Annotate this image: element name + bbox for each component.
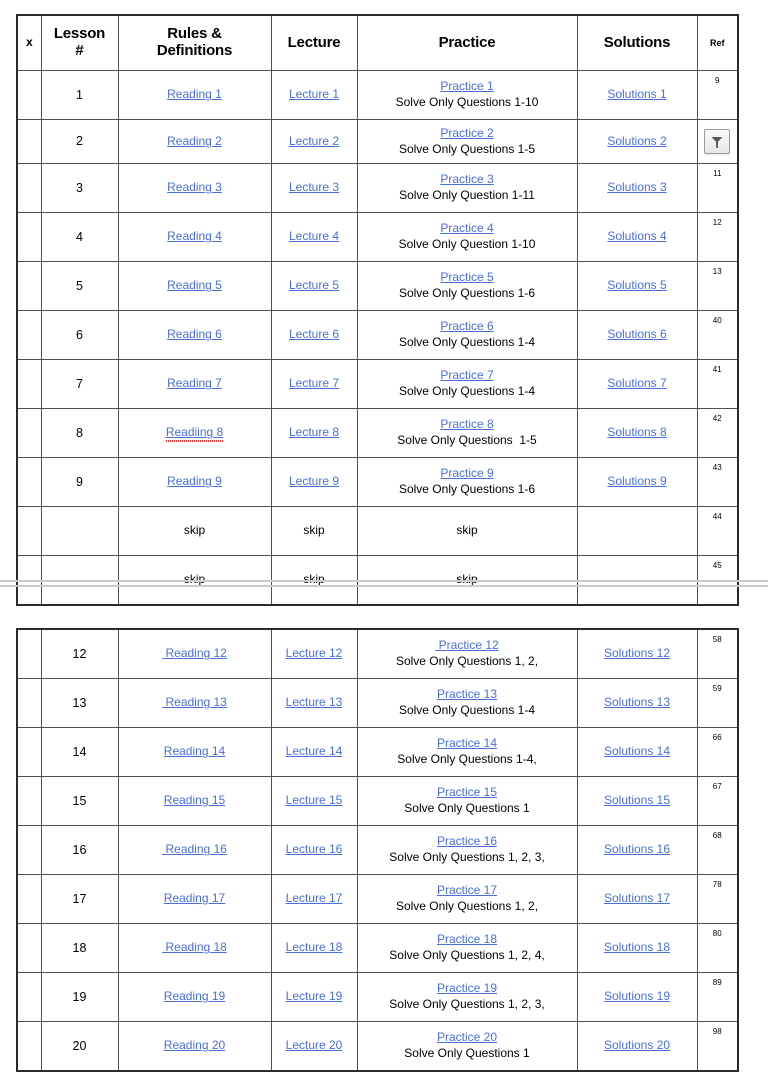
practice-instruction: Solve Only Questions 1, 2, 3,: [389, 997, 545, 1011]
practice-instruction: Solve Only Questions 1-4,: [397, 752, 537, 766]
lecture-link[interactable]: Lecture 16: [285, 842, 343, 857]
table-row: [17, 826, 738, 875]
practice-instruction: Solve Only Question 1-11: [399, 188, 535, 202]
cell-practice: [357, 213, 577, 262]
cell-lesson-number: 14: [41, 728, 118, 777]
solutions-link[interactable]: Solutions 16: [603, 842, 671, 857]
table-row: [17, 71, 738, 120]
cell-ref: 44: [697, 507, 738, 556]
lecture-link[interactable]: Lecture 7: [288, 376, 340, 391]
cell-practice: [357, 875, 577, 924]
lecture-link[interactable]: Lecture 19: [285, 989, 343, 1004]
cell-lesson-number: 1: [41, 71, 118, 120]
cell-ref: 41: [697, 360, 738, 409]
solutions-link[interactable]: Solutions 17: [603, 891, 671, 906]
practice-instruction: Solve Only Questions 1-10: [395, 95, 539, 109]
cell-x-mark[interactable]: [17, 507, 41, 556]
practice-instruction: Solve Only Questions 1, 2,: [395, 899, 539, 913]
cell-lesson-number: 12: [41, 629, 118, 679]
cell-lesson-number: 9: [41, 458, 118, 507]
solutions-link[interactable]: Solutions 19: [603, 989, 671, 1004]
cell-rules-definitions: [118, 679, 271, 728]
cell-rules-definitions: [118, 875, 271, 924]
cell-lecture: [271, 360, 357, 409]
lecture-link[interactable]: Lecture 15: [285, 793, 343, 808]
solutions-link[interactable]: Solutions 7: [607, 376, 667, 391]
table-row: [17, 360, 738, 409]
table-row: [17, 728, 738, 777]
solutions-link[interactable]: Solutions 4: [607, 229, 667, 244]
cell-solutions: [577, 924, 697, 973]
solutions-link[interactable]: Solutions 3: [607, 180, 667, 195]
cell-lesson-number: 6: [41, 311, 118, 360]
cell-x-mark[interactable]: [17, 164, 41, 213]
practice-link[interactable]: Practice 16: [436, 834, 498, 849]
reading-link[interactable]: Reading 17: [163, 891, 226, 906]
cell-lesson-number: 4: [41, 213, 118, 262]
skip-label: skip: [456, 523, 478, 538]
schedule-table-2-container: [16, 628, 737, 1072]
table-row: [17, 213, 738, 262]
cell-practice: [357, 728, 577, 777]
table-row: [17, 875, 738, 924]
cell-x-mark[interactable]: [17, 728, 41, 777]
table-row: [17, 679, 738, 728]
solutions-link[interactable]: Solutions 12: [603, 646, 671, 661]
lecture-link[interactable]: Lecture 9: [288, 474, 340, 489]
cell-lecture: [271, 71, 357, 120]
solutions-link[interactable]: Solutions 9: [607, 474, 667, 489]
cell-practice: [357, 629, 577, 679]
cell-rules-definitions: [118, 360, 271, 409]
reading-link[interactable]: Reading 4: [167, 229, 222, 244]
table-row: [17, 777, 738, 826]
reading-link[interactable]: Reading 20: [163, 1038, 226, 1053]
cell-practice: [357, 409, 577, 458]
cell-x-mark[interactable]: [17, 262, 41, 311]
table-row: [17, 973, 738, 1022]
column-header-practice: Practice: [357, 15, 577, 71]
cell-lecture: [271, 458, 357, 507]
column-header-ref: Ref: [697, 15, 738, 71]
practice-link[interactable]: Practice 13: [436, 687, 498, 702]
reading-link[interactable]: Reading 19: [163, 989, 226, 1004]
cell-lesson-number: 7: [41, 360, 118, 409]
lecture-link[interactable]: Lecture 12: [285, 646, 343, 661]
lecture-link[interactable]: Lecture 8: [288, 425, 340, 440]
page-break-divider: [0, 580, 768, 588]
reading-link[interactable]: Reading 16: [162, 842, 227, 857]
lecture-link[interactable]: Lecture 3: [288, 180, 340, 195]
lecture-link[interactable]: Lecture 13: [285, 695, 343, 710]
solutions-link[interactable]: Solutions 1: [607, 87, 667, 102]
reading-link[interactable]: Reading 6: [167, 327, 222, 342]
cell-x-mark[interactable]: [17, 360, 41, 409]
cell-ref: 42: [697, 409, 738, 458]
table-row: [17, 924, 738, 973]
reading-link[interactable]: Reading 3: [167, 180, 222, 195]
practice-link[interactable]: Practice 9: [440, 466, 494, 481]
reading-link[interactable]: Reading 5: [167, 278, 222, 293]
table-1-body: [17, 71, 738, 606]
cell-practice: [357, 360, 577, 409]
cell-rules-definitions: [118, 311, 271, 360]
table-row: [17, 120, 738, 164]
filter-funnel-glyph: [710, 135, 724, 148]
practice-instruction: Solve Only Questions 1: [404, 1046, 530, 1060]
skip-label: skip: [303, 523, 325, 538]
cell-lecture: [271, 728, 357, 777]
table-row: [17, 458, 738, 507]
cell-practice: [357, 973, 577, 1022]
header-row: [17, 15, 738, 71]
cell-lesson-number: 16: [41, 826, 118, 875]
lecture-link[interactable]: Lecture 2: [288, 133, 340, 148]
practice-link[interactable]: Practice 7: [440, 368, 494, 383]
cell-practice: [357, 164, 577, 213]
practice-instruction: Solve Only Question 1-10: [398, 237, 536, 251]
practice-instruction: Solve Only Questions 1-4: [398, 703, 536, 717]
cell-lesson-number: 17: [41, 875, 118, 924]
cell-lecture: [271, 826, 357, 875]
column-header-solutions: Solutions: [577, 15, 697, 71]
divider-line-top: [0, 580, 768, 582]
practice-link[interactable]: Practice 5: [440, 270, 494, 285]
cell-practice: [357, 507, 577, 556]
cell-rules-definitions: [118, 120, 271, 164]
cell-solutions: [577, 458, 697, 507]
cell-ref: 43: [697, 458, 738, 507]
cell-ref: 78: [697, 875, 738, 924]
reading-link[interactable]: Reading 13: [162, 695, 227, 710]
practice-instruction: Solve Only Questions 1-5: [398, 141, 536, 156]
cell-lesson-number: 20: [41, 1022, 118, 1072]
column-header-lecture: Lecture: [271, 15, 357, 71]
cell-rules-definitions: [118, 164, 271, 213]
cell-rules-definitions: [118, 262, 271, 311]
cell-rules-definitions: [118, 777, 271, 826]
cell-x-mark[interactable]: [17, 826, 41, 875]
cell-solutions: [577, 164, 697, 213]
cell-lecture: [271, 777, 357, 826]
cell-x-mark[interactable]: [17, 777, 41, 826]
cell-ref: 68: [697, 826, 738, 875]
cell-solutions: [577, 262, 697, 311]
cell-solutions: [577, 409, 697, 458]
table-row: [17, 311, 738, 360]
cell-ref: 66: [697, 728, 738, 777]
cell-practice: [357, 311, 577, 360]
lecture-link[interactable]: Lecture 1: [288, 87, 340, 102]
reading-link[interactable]: Reading 14: [163, 744, 226, 759]
cell-ref: 45: [697, 556, 738, 606]
reading-link[interactable]: Reading 2: [167, 133, 222, 148]
practice-link[interactable]: Practice 12: [435, 638, 499, 653]
cell-practice: [357, 71, 577, 120]
lecture-link[interactable]: Lecture 14: [285, 744, 343, 759]
cell-lesson-number: 19: [41, 973, 118, 1022]
solutions-link[interactable]: Solutions 15: [603, 793, 671, 808]
table-row: [17, 1022, 738, 1072]
practice-link[interactable]: Practice 20: [436, 1030, 498, 1045]
table-row: [17, 164, 738, 213]
reading-link[interactable]: Reading 15: [163, 793, 226, 808]
practice-instruction: Solve Only Questions 1-4: [398, 335, 536, 349]
reading-link[interactable]: Reading 18: [162, 940, 227, 955]
solutions-link[interactable]: Solutions 13: [603, 695, 671, 710]
practice-link[interactable]: Practice 17: [436, 883, 498, 898]
schedule-table-2: [16, 628, 739, 1072]
cell-solutions: [577, 728, 697, 777]
cell-solutions: [577, 71, 697, 120]
cell-lesson-number: 15: [41, 777, 118, 826]
cell-lecture: [271, 1022, 357, 1072]
lecture-link[interactable]: Lecture 6: [288, 327, 340, 342]
cell-lecture: [271, 311, 357, 360]
cell-ref: 89: [697, 973, 738, 1022]
cell-ref: 98: [697, 1022, 738, 1072]
cell-x-mark[interactable]: [17, 120, 41, 164]
column-header-rules-definitions: [118, 15, 271, 71]
cell-lecture: [271, 164, 357, 213]
practice-link[interactable]: Practice 19: [436, 981, 498, 996]
cell-rules-definitions: [118, 924, 271, 973]
practice-link[interactable]: Practice 6: [440, 319, 494, 334]
cell-x-mark[interactable]: [17, 458, 41, 507]
lesson-header-line1: Lesson: [53, 25, 106, 43]
column-header-x: x: [17, 15, 41, 71]
practice-instruction: Solve Only Questions 1, 2,: [395, 654, 539, 668]
cell-rules-definitions: [118, 409, 271, 458]
practice-instruction: Solve Only Questions 1, 2, 4,: [389, 948, 545, 962]
practice-link[interactable]: Practice 14: [436, 736, 498, 751]
cell-solutions: [577, 120, 697, 164]
cell-x-mark[interactable]: [17, 311, 41, 360]
cell-practice: [357, 924, 577, 973]
cell-x-mark[interactable]: [17, 71, 41, 120]
cell-x-mark[interactable]: [17, 213, 41, 262]
table-row: [17, 629, 738, 679]
cell-lesson-number: 3: [41, 164, 118, 213]
cell-ref: 59: [697, 679, 738, 728]
cell-rules-definitions: [118, 629, 271, 679]
lecture-link[interactable]: Lecture 20: [285, 1038, 343, 1053]
cell-lecture: [271, 679, 357, 728]
lecture-link[interactable]: Lecture 17: [285, 891, 343, 906]
cell-x-mark[interactable]: [17, 924, 41, 973]
filter-dropdown-button[interactable]: [704, 129, 730, 154]
cell-practice: [357, 120, 577, 164]
practice-link[interactable]: Practice 1: [440, 79, 494, 94]
cell-lecture: [271, 973, 357, 1022]
cell-rules-definitions: [118, 1022, 271, 1072]
reading-link[interactable]: Reading 9: [167, 474, 222, 489]
rules-header-line1: Rules &: [167, 25, 222, 43]
cell-lecture: [271, 507, 357, 556]
practice-link[interactable]: Practice 4: [440, 221, 494, 236]
reading-link[interactable]: Reading 12: [162, 646, 227, 661]
cell-solutions: [577, 213, 697, 262]
cell-solutions: [577, 679, 697, 728]
practice-instruction: Solve Only Questions 1, 2, 3,: [389, 850, 545, 864]
solutions-link[interactable]: Solutions 14: [603, 744, 671, 759]
cell-lecture: [271, 409, 357, 458]
reading-link[interactable]: Reading 1: [167, 87, 222, 102]
cell-rules-definitions: [118, 458, 271, 507]
lecture-link[interactable]: Lecture 18: [285, 940, 343, 955]
lesson-header-line2: #: [75, 42, 84, 59]
solutions-link[interactable]: Solutions 20: [603, 1038, 671, 1053]
cell-lecture: [271, 924, 357, 973]
cell-lesson-number: 2: [41, 120, 118, 164]
cell-lesson-number: [41, 507, 118, 556]
cell-practice: [357, 1022, 577, 1072]
cell-rules-definitions: [118, 973, 271, 1022]
cell-practice: [357, 826, 577, 875]
cell-ref: 13: [697, 262, 738, 311]
lecture-link[interactable]: Lecture 5: [288, 278, 340, 293]
practice-instruction: Solve Only Questions 1-6: [398, 482, 536, 496]
cell-x-mark[interactable]: [17, 629, 41, 679]
cell-solutions: [577, 360, 697, 409]
cell-ref: 40: [697, 311, 738, 360]
cell-solutions: [577, 1022, 697, 1072]
cell-lecture: [271, 262, 357, 311]
cell-rules-definitions: [118, 826, 271, 875]
cell-rules-definitions: [118, 213, 271, 262]
cell-practice: [357, 262, 577, 311]
solutions-link[interactable]: Solutions 2: [607, 133, 667, 148]
cell-x-mark[interactable]: [17, 875, 41, 924]
cell-lecture: [271, 213, 357, 262]
solutions-link[interactable]: Solutions 8: [607, 425, 667, 440]
cell-ref: 58: [697, 629, 738, 679]
table-2-body: [17, 629, 738, 1071]
cell-ref: 12: [697, 213, 738, 262]
cell-solutions: [577, 311, 697, 360]
cell-solutions: [577, 875, 697, 924]
cell-lecture: [271, 120, 357, 164]
table-row: [17, 507, 738, 556]
cell-x-mark[interactable]: [17, 1022, 41, 1072]
cell-x-mark[interactable]: [17, 973, 41, 1022]
cell-solutions: [577, 507, 697, 556]
practice-instruction: Solve Only Questions 1-4: [398, 384, 536, 398]
practice-link[interactable]: Practice 18: [436, 932, 498, 947]
lecture-link[interactable]: Lecture 4: [288, 229, 340, 244]
table-1-header: [17, 15, 738, 71]
cell-ref: 11: [697, 164, 738, 213]
skip-label: skip: [183, 523, 206, 538]
practice-link[interactable]: Practice 15: [436, 785, 498, 800]
solutions-link[interactable]: Solutions 18: [603, 940, 671, 955]
cell-solutions: [577, 973, 697, 1022]
cell-ref: 67: [697, 777, 738, 826]
cell-practice: [357, 777, 577, 826]
cell-lecture: [271, 875, 357, 924]
cell-ref: 80: [697, 924, 738, 973]
reading-link[interactable]: Readiing 8: [165, 425, 224, 440]
cell-solutions: [577, 629, 697, 679]
cell-rules-definitions: [118, 728, 271, 777]
cell-lecture: [271, 629, 357, 679]
cell-ref: [697, 120, 738, 164]
cell-x-mark[interactable]: [17, 679, 41, 728]
practice-link[interactable]: Practice 8: [440, 417, 494, 432]
solutions-link[interactable]: Solutions 5: [607, 278, 667, 293]
schedule-table-1-container: [16, 14, 737, 606]
rules-header-line2: Definitions: [156, 42, 233, 59]
schedule-table-1: [16, 14, 739, 606]
cell-practice: [357, 679, 577, 728]
practice-instruction: Solve Only Questions 1: [404, 801, 530, 815]
solutions-link[interactable]: Solutions 6: [607, 327, 667, 342]
cell-practice: [357, 458, 577, 507]
practice-link[interactable]: Practice 2: [440, 125, 494, 140]
table-row: [17, 409, 738, 458]
cell-lesson-number: 13: [41, 679, 118, 728]
practice-instruction: Solve Only Questions 1-6: [398, 286, 536, 300]
cell-rules-definitions: [118, 507, 271, 556]
column-header-lesson-number: [41, 15, 118, 71]
reading-link[interactable]: Reading 7: [167, 376, 222, 391]
practice-link[interactable]: Practice 3: [440, 172, 494, 187]
cell-solutions: [577, 826, 697, 875]
divider-line-bottom: [0, 585, 768, 587]
cell-rules-definitions: [118, 71, 271, 120]
practice-instruction: Solve Only Questions 1-5: [397, 433, 537, 447]
cell-lesson-number: 8: [41, 409, 118, 458]
cell-lesson-number: 18: [41, 924, 118, 973]
cell-ref: 9: [697, 71, 738, 120]
cell-lesson-number: 5: [41, 262, 118, 311]
cell-solutions: [577, 777, 697, 826]
cell-x-mark[interactable]: [17, 409, 41, 458]
table-row: [17, 262, 738, 311]
